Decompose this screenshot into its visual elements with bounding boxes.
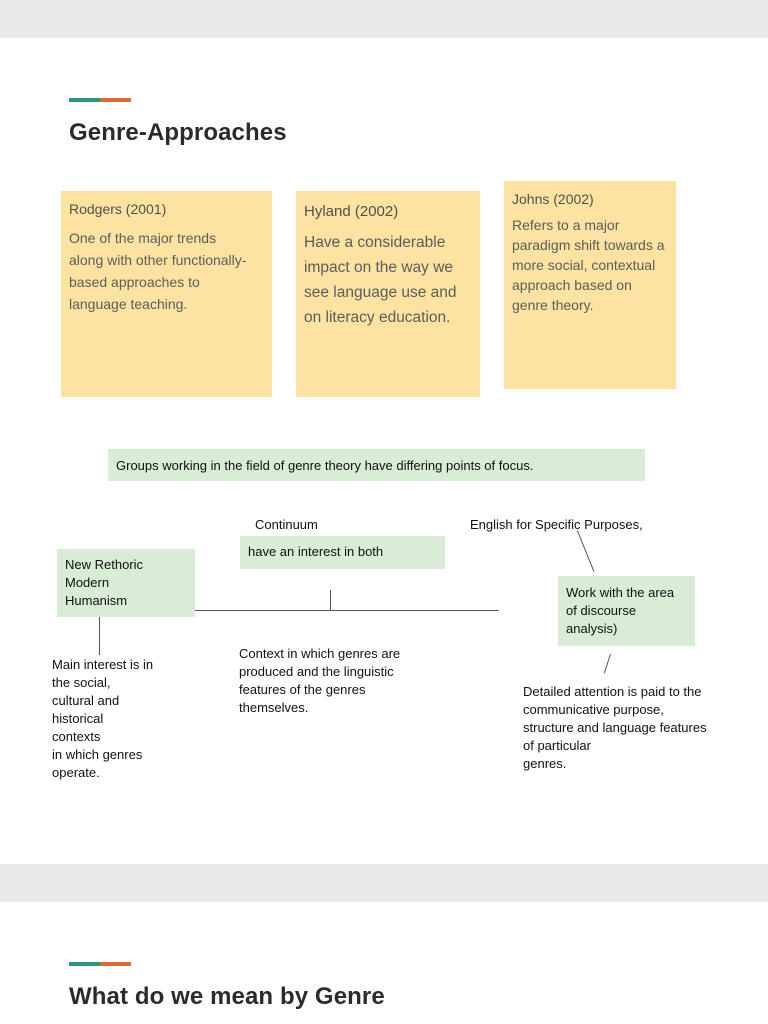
title-accent-line: [69, 962, 131, 966]
top-divider-band: [0, 0, 768, 38]
esp-desc-connector: [604, 654, 611, 673]
modern-line: Modern: [65, 575, 110, 590]
humanism-line: Humanism: [65, 593, 128, 608]
focus-banner: [108, 449, 645, 481]
desc-line: cultural and: [52, 693, 120, 708]
title-accent-line: [69, 98, 131, 102]
desc-line: produced and the linguistic: [239, 664, 394, 679]
new-rhetoric-description: [52, 656, 192, 782]
desc-line: Context in which genres are: [239, 646, 401, 661]
slide-title: What do we mean by Genre: [69, 983, 385, 1010]
desc-line: structure and language features: [523, 720, 707, 735]
continuum-label: Continuum: [255, 517, 318, 532]
desc-line: the social,: [52, 675, 111, 690]
note-title: Johns (2002): [512, 191, 594, 207]
continuum-box-text: have an interest in both: [248, 544, 384, 559]
esp-label: English for Specific Purposes,: [470, 517, 643, 532]
continuum-tick: [330, 590, 331, 610]
desc-line: themselves.: [239, 700, 309, 715]
slide-title: Genre-Approaches: [69, 119, 287, 146]
desc-line: communicative purpose,: [523, 702, 664, 717]
esp-description: [523, 683, 753, 773]
note-body: One of the major trends along with other functionally- based approaches to language teaching.: [69, 230, 247, 312]
desc-line: in which genres: [52, 747, 143, 762]
desc-line: historical: [52, 711, 104, 726]
continuum-axis-line: [195, 610, 499, 611]
new-rhetoric-box: [57, 549, 195, 617]
desc-line: contexts: [52, 729, 101, 744]
new-rhetoric-line: New Rethoric: [65, 557, 144, 572]
note-johns: [504, 181, 676, 389]
note-rodgers: [61, 191, 272, 397]
desc-line: Detailed attention is paid to the: [523, 684, 702, 699]
note-body: Have a considerable impact on the way we see language use and on literacy education.: [304, 234, 457, 326]
desc-line: genres.: [523, 756, 567, 771]
continuum-description: [239, 645, 449, 717]
note-body: Refers to a major paradigm shift towards a more social, contextual approach based on genre theory.: [512, 217, 665, 313]
esp-box-text: Work with the area of discourse analysis): [566, 585, 675, 636]
esp-box: [558, 576, 695, 646]
desc-line: features of the genres: [239, 682, 366, 697]
esp-connector: [577, 531, 594, 572]
desc-line: operate.: [52, 765, 100, 780]
note-title: Rodgers (2001): [69, 201, 167, 217]
desc-line: of particular: [523, 738, 591, 753]
desc-line: Main interest is in: [52, 657, 154, 672]
continuum-box: [240, 536, 445, 569]
note-hyland: [296, 191, 480, 397]
focus-banner-text: Groups working in the field of genre theory have differing points of focus.: [116, 458, 534, 473]
new-rhetoric-connector: [99, 617, 100, 655]
note-title: Hyland (2002): [304, 203, 399, 220]
slide-divider-band: [0, 864, 768, 902]
